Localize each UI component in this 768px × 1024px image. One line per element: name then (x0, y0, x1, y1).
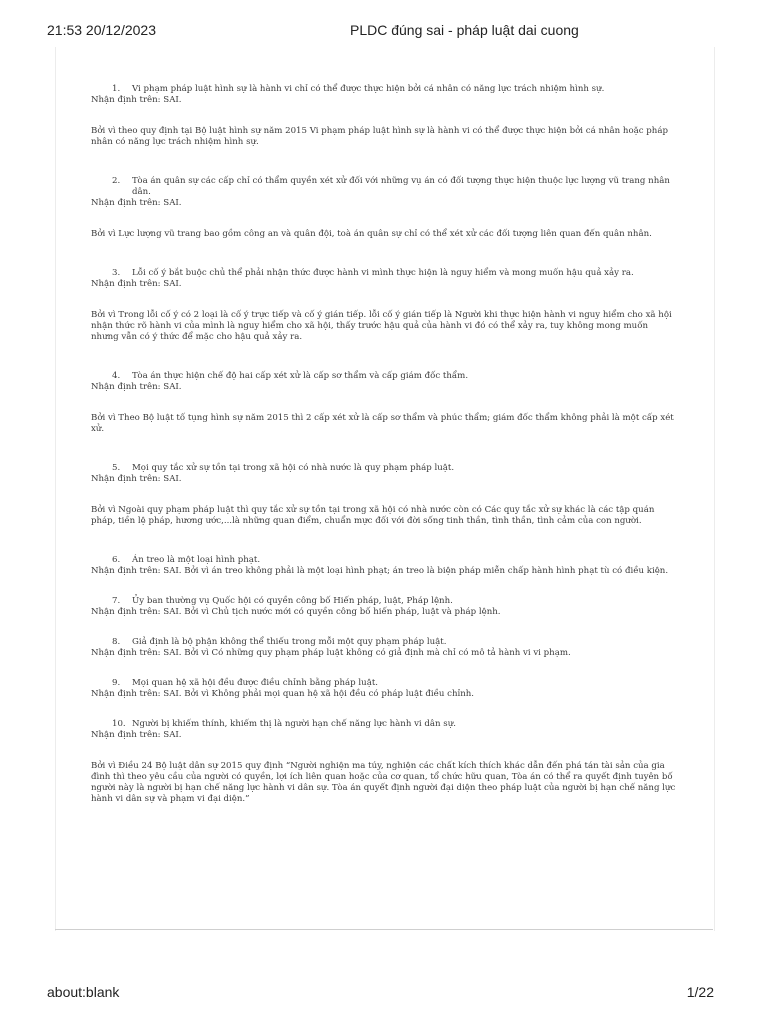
question (91, 84, 676, 95)
explanation: Bởi vì Trong lỗi cố ý có 2 loại là cố ý trực tiếp và cố ý gián tiếp. lỗi cố ý gián tiếp là Người khi thực hiện hành vi nguy hiểm cho xã hội nhận thức rõ hành vi của mình là nguy hiểm cho xã hội, thấy trước hậu quả của hành vi đó có thể xảy ra, tuy không mong muốn nhưng vẫn có ý thức để mặc cho hậu quả xảy ra. (91, 310, 672, 342)
explanation: Bởi vì Ngoài quy phạm pháp luật thì quy tắc xử sự tồn tại trong xã hội có nhà nước còn có Các quy tắc xử sự khác là các tập quán pháp, tiền lệ pháp, hương ước,...là những quan điểm, chuẩn mực đối với đời sống tinh thần, tình thần, tình cảm của con người. (91, 505, 655, 526)
question-number: 1. (112, 84, 121, 94)
question-number: 4. (112, 371, 121, 381)
question-text: Ủy ban thường vụ Quốc hội có quyền công bố Hiến pháp, luật, Pháp lệnh. (132, 596, 453, 606)
document-content (91, 84, 676, 805)
verdict: Nhận định trên: SAI. (91, 730, 182, 740)
question-number: 9. (112, 678, 121, 688)
explanation: Bởi vì Theo Bộ luật tố tụng hình sự năm 2015 thì 2 cấp xét xử là cấp sơ thẩm và phúc thẩm; giám đốc thẩm không phải là một cấp xét xử. (91, 413, 674, 434)
question-text: Vi phạm pháp luật hình sự là hành vi chỉ có thể được thực hiện bởi cá nhân có năng lực trách nhiệm hình sự. (132, 84, 605, 94)
list-item (91, 637, 676, 659)
verdict: Nhận định trên: SAI. (91, 279, 182, 289)
question-text: Tòa án quân sự các cấp chỉ có thẩm quyền xét xử đối với những vụ án có đối tượng thực hiện thuộc lực lượng vũ trang nhân dân. (132, 176, 670, 197)
question (91, 268, 676, 279)
question-text: Án treo là một loại hình phạt. (132, 555, 261, 565)
question (91, 463, 676, 474)
question-text: Giả định là bộ phận không thể thiếu trong mỗi một quy phạm pháp luật. (132, 637, 447, 647)
question (91, 719, 676, 730)
page-number: 1/22 (686, 984, 714, 1000)
explanation: Bởi vì Lực lượng vũ trang bao gồm công an và quân đội, toà án quân sự chỉ có thể xét xử các đối tượng liên quan đến quân nhân. (91, 229, 652, 239)
verdict: Nhận định trên: SAI. Bởi vì Không phải mọi quan hệ xã hội đều có pháp luật điều chỉnh. (91, 689, 475, 699)
page-divider (55, 929, 713, 930)
list-item (91, 463, 676, 527)
list-item (91, 371, 676, 435)
question-number: 2. (112, 176, 121, 186)
question-number: 5. (112, 463, 121, 473)
verdict: Nhận định trên: SAI. Bởi vì Chủ tịch nước mới có quyền công bố hiến pháp, luật và pháp lệnh. (91, 607, 501, 617)
question (91, 371, 676, 382)
list-item (91, 268, 676, 343)
question-text: Mọi quy tắc xử sự tồn tại trong xã hội có nhà nước là quy phạm pháp luật. (132, 463, 455, 473)
question-text: Người bị khiếm thính, khiếm thị là người hạn chế năng lực hành vi dân sự. (132, 719, 456, 729)
print-footer (0, 984, 768, 1004)
verdict: Nhận định trên: SAI. (91, 382, 182, 392)
verdict: Nhận định trên: SAI. (91, 95, 182, 105)
question (91, 596, 676, 607)
question (91, 637, 676, 648)
explanation: Bởi vì Điều 24 Bộ luật dân sự 2015 quy định “Người nghiện ma túy, nghiện các chất kích thích khác dẫn đến phá tán tài sản của gia đình thì theo yêu cầu của người có quyền, lợi ích liên quan hoặc của cơ quan, tổ chức hữu quan, Tòa án có thể ra quyết định tuyên bố người này là người bị hạn chế năng lực hành vi dân sự. Tòa án quyết định người đại diện theo pháp luật của người bị hạn chế năng lực hành vi dân sự và phạm vi đại diện.” (91, 761, 676, 804)
question (91, 678, 676, 689)
verdict: Nhận định trên: SAI. (91, 198, 182, 208)
list-item (91, 678, 676, 700)
question (91, 176, 676, 198)
verdict: Nhận định trên: SAI. (91, 474, 182, 484)
verdict: Nhận định trên: SAI. Bởi vì án treo không phải là một loại hình phạt; án treo là biện pháp miễn chấp hành hình phạt tù có điều kiện. (91, 566, 669, 576)
question (91, 555, 676, 566)
list-item (91, 719, 676, 805)
question-text: Lỗi cố ý bắt buộc chủ thể phải nhận thức được hành vi mình thực hiện là nguy hiểm và mong muốn hậu quả xảy ra. (132, 268, 634, 278)
print-header (0, 22, 768, 42)
question-number: 7. (112, 596, 121, 606)
question-number: 6. (112, 555, 121, 565)
question-text: Mọi quan hệ xã hội đều được điều chỉnh bằng pháp luật. (132, 678, 379, 688)
page-url: about:blank (47, 984, 120, 1000)
document-title: PLDC đúng sai - pháp luật dai cuong (350, 22, 579, 38)
question-number: 8. (112, 637, 121, 647)
question-text: Tòa án thực hiện chế độ hai cấp xét xử là cấp sơ thẩm và cấp giám đốc thẩm. (132, 371, 469, 381)
explanation: Bởi vì theo quy định tại Bộ luật hình sự năm 2015 Vi phạm pháp luật hình sự là hành vi có thể được thực hiện bởi cá nhân hoặc pháp nhân có năng lực trách nhiệm hình sự. (91, 126, 668, 147)
list-item (91, 176, 676, 240)
list-item (91, 84, 676, 148)
list-item (91, 555, 676, 577)
question-number: 10. (112, 719, 126, 729)
verdict: Nhận định trên: SAI. Bởi vì Có những quy phạm pháp luật không có giả định mà chỉ có mô tả hành vi vi phạm. (91, 648, 571, 658)
question-number: 3. (112, 268, 121, 278)
list-item (91, 596, 676, 618)
print-datetime: 21:53 20/12/2023 (47, 22, 156, 38)
